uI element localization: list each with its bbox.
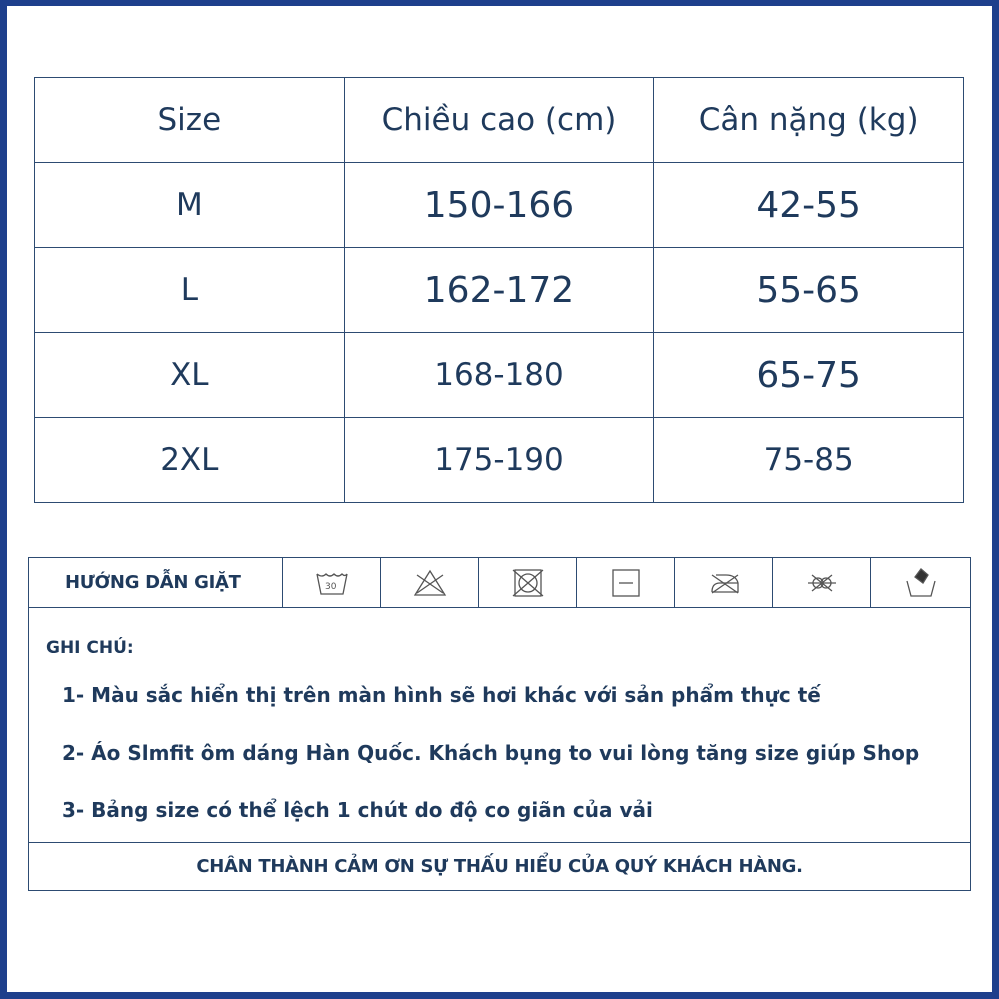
header-weight: Cân nặng (kg) xyxy=(654,78,964,163)
no-tumble-dry-icon xyxy=(479,558,577,607)
dry-flat-icon xyxy=(577,558,675,607)
header-height: Chiều cao (cm) xyxy=(344,78,654,163)
table-row xyxy=(35,333,964,418)
table-row xyxy=(35,248,964,333)
table-row xyxy=(35,163,964,248)
cell-weight: 65-75 xyxy=(654,333,964,418)
cell-height: 162-172 xyxy=(344,248,654,333)
note-item: 2- Áo Slmfit ôm dáng Hàn Quốc. Khách bụng to vui lòng tăng size giúp Shop xyxy=(62,741,920,765)
note-item: 1- Màu sắc hiển thị trên màn hình sẽ hơi khác với sản phẩm thực tế xyxy=(62,683,821,707)
cell-height: 150-166 xyxy=(344,163,654,248)
header-size: Size xyxy=(35,78,345,163)
care-title: HƯỚNG DẪN GIẶT xyxy=(29,558,283,607)
thank-you-message: CHÂN THÀNH CẢM ƠN SỰ THẤU HIỂU CỦA QUÝ KHÁCH HÀNG. xyxy=(196,855,803,877)
care-instructions-box xyxy=(28,557,971,891)
table-row xyxy=(35,418,964,503)
hand-wash-icon xyxy=(871,558,970,607)
cell-size: XL xyxy=(35,333,345,418)
svg-text:30: 30 xyxy=(324,581,336,592)
cell-size: L xyxy=(35,248,345,333)
size-table xyxy=(34,77,964,503)
no-bleach-icon xyxy=(381,558,479,607)
cell-weight: 55-65 xyxy=(654,248,964,333)
care-icons-row xyxy=(29,558,970,608)
notes-title: GHI CHÚ: xyxy=(46,638,134,658)
cell-size: M xyxy=(35,163,345,248)
cell-weight: 42-55 xyxy=(654,163,964,248)
cell-height: 168-180 xyxy=(344,333,654,418)
low-iron-icon xyxy=(675,558,773,607)
no-dry-clean-icon xyxy=(773,558,871,607)
cell-height: 175-190 xyxy=(344,418,654,503)
note-item: 3- Bảng size có thể lệch 1 chút do độ co giãn của vải xyxy=(62,798,653,822)
cell-size: 2XL xyxy=(35,418,345,503)
cell-weight: 75-85 xyxy=(654,418,964,503)
table-header-row xyxy=(35,78,964,163)
wash-30-icon xyxy=(283,558,381,607)
